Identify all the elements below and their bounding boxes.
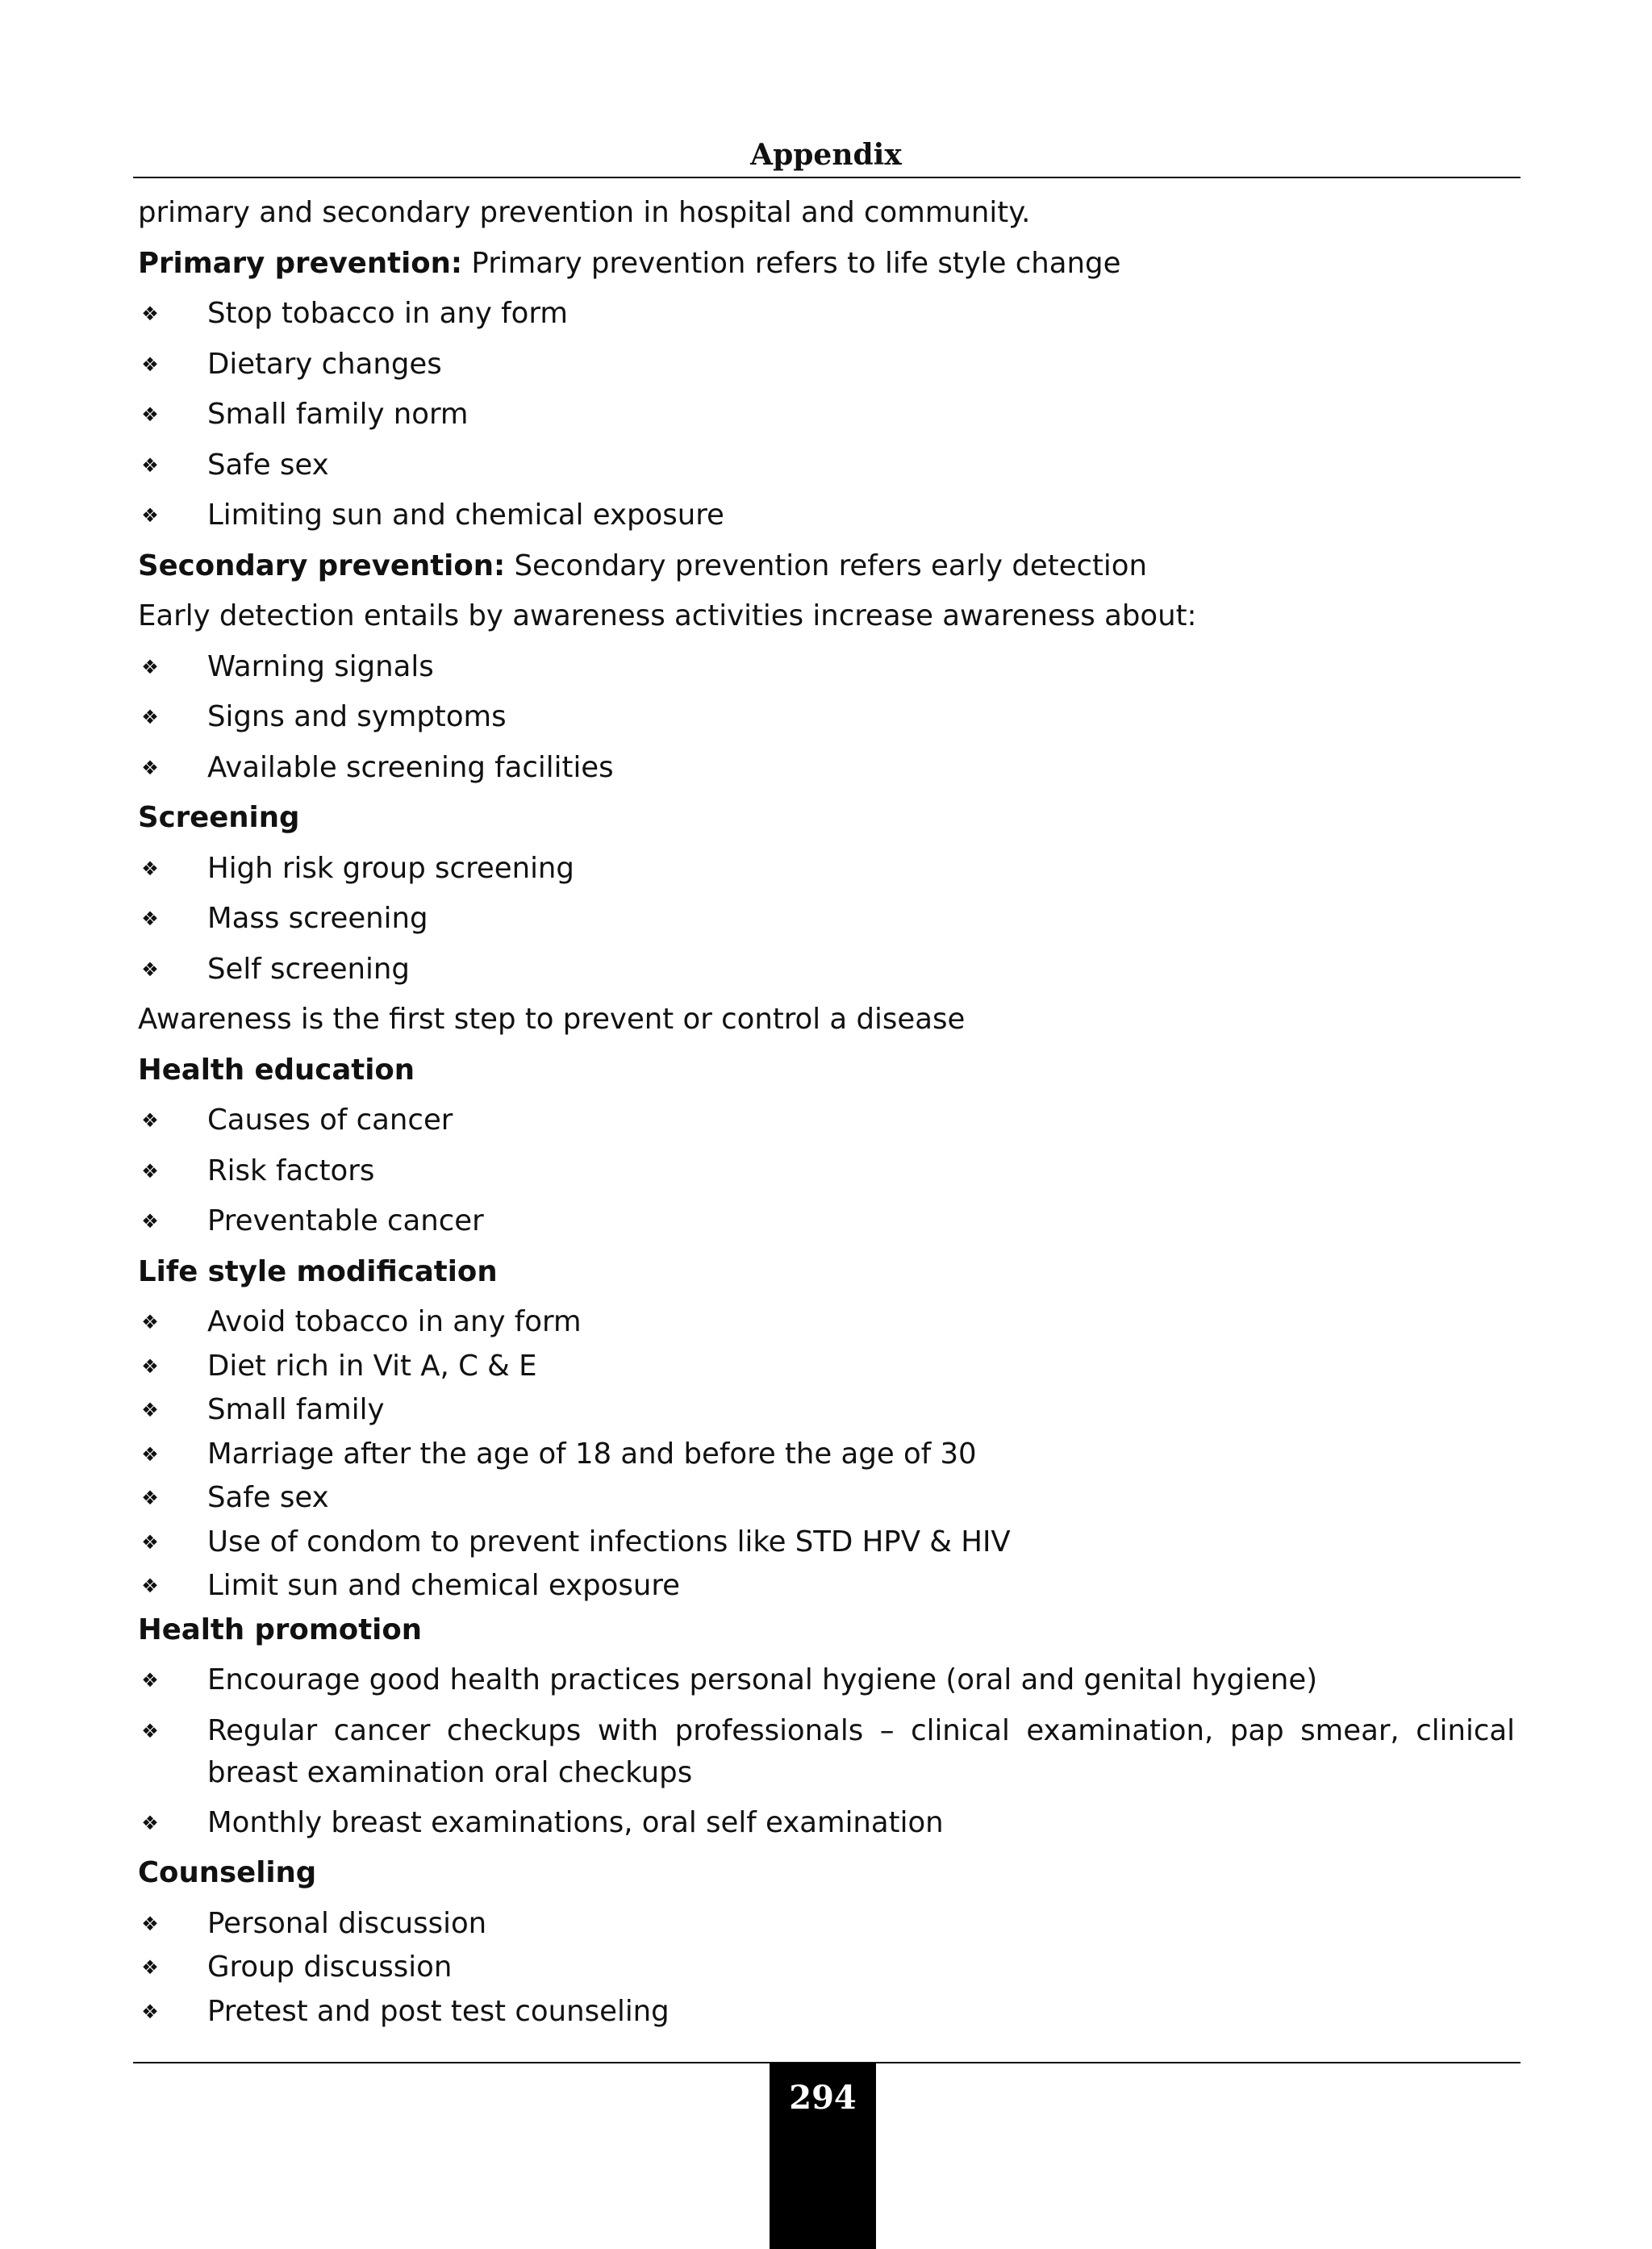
diamond-bullet-icon: ❖: [141, 303, 159, 325]
page-content: [138, 192, 1515, 2034]
list-item-text: Marriage after the age of 18 and before the age of 30: [207, 1437, 977, 1471]
diamond-bullet-icon: ❖: [141, 655, 159, 678]
section-heading: Life style modification: [138, 1254, 498, 1288]
list-item-text: Dietary changes: [207, 347, 442, 381]
header-rule: [133, 177, 1521, 178]
list-item-text: Available screening facilities: [207, 750, 614, 784]
diamond-bullet-icon: ❖: [141, 1442, 159, 1466]
diamond-bullet-icon: ❖: [141, 1109, 159, 1132]
diamond-bullet-icon: ❖: [141, 1399, 159, 1421]
list-item-text: Stop tobacco in any form: [207, 297, 568, 330]
list-item-text: Risk factors: [207, 1154, 375, 1187]
list-item-text: Small family norm: [207, 398, 469, 431]
list-item: [138, 898, 1515, 949]
list-item-text: Diet rich in Vit A, C & E: [207, 1349, 537, 1383]
list-item-text: Mass screening: [207, 902, 428, 935]
list-item-text: Personal discussion: [207, 1906, 487, 1940]
diamond-bullet-icon: ❖: [141, 2000, 159, 2023]
diamond-bullet-icon: ❖: [141, 1719, 159, 1742]
diamond-bullet-icon: ❖: [141, 908, 159, 930]
list-item-text: Group discussion: [207, 1951, 453, 1984]
list-item: [138, 1710, 1515, 1802]
list-item: [138, 1659, 1515, 1710]
diamond-bullet-icon: ❖: [141, 857, 159, 880]
list-item: [138, 1346, 1515, 1390]
paragraph-text: Primary prevention refers to life style change: [462, 246, 1121, 280]
list-item-text: Pretest and post test counseling: [207, 1994, 670, 2028]
list-item: [138, 949, 1515, 999]
list-item: [138, 848, 1515, 899]
list-item: [138, 444, 1515, 495]
list-item: [138, 696, 1515, 747]
diamond-bullet-icon: ❖: [141, 756, 159, 779]
list-item-text: Use of condom to prevent infections like STD HPV & HIV: [207, 1525, 1011, 1558]
list-item: [138, 1301, 1515, 1346]
list-item-text: Warning signals: [207, 649, 434, 683]
paragraph: [138, 243, 1515, 294]
section-heading: Counseling: [138, 1856, 317, 1889]
list-item: [138, 1802, 1515, 1853]
list-item-text: Safe sex: [207, 448, 329, 482]
diamond-bullet-icon: ❖: [141, 1311, 159, 1333]
diamond-bullet-icon: ❖: [141, 1487, 159, 1509]
list-item: [138, 646, 1515, 697]
diamond-bullet-icon: ❖: [141, 1912, 159, 1935]
diamond-bullet-icon: ❖: [141, 1811, 159, 1834]
list-item-text: Self screening: [207, 952, 410, 986]
diamond-bullet-icon: ❖: [141, 1575, 159, 1597]
list-item: [138, 747, 1515, 798]
list-item-text: Encourage good health practices personal hygiene (oral and genital hygiene): [207, 1663, 1318, 1696]
paragraph-text: Secondary prevention refers early detection: [505, 549, 1147, 582]
list-item: [138, 1150, 1515, 1201]
list-item: [138, 394, 1515, 444]
section-heading: Health promotion: [138, 1613, 423, 1646]
section-heading: Screening: [138, 801, 300, 834]
page-number-tab: [770, 2063, 876, 2249]
list-item-text: Signs and symptoms: [207, 700, 507, 733]
paragraph: [138, 545, 1515, 596]
diamond-bullet-icon: ❖: [141, 706, 159, 728]
list-item-text: High risk group screening: [207, 851, 574, 885]
list-item-text: Causes of cancer: [207, 1104, 453, 1137]
diamond-bullet-icon: ❖: [141, 504, 159, 527]
diamond-bullet-icon: ❖: [141, 453, 159, 477]
list-item: [138, 1991, 1515, 2035]
page-number: 294: [789, 2079, 857, 2117]
diamond-bullet-icon: ❖: [141, 403, 159, 426]
list-item-text: Monthly breast examinations, oral self examination: [207, 1805, 944, 1839]
diamond-bullet-icon: ❖: [141, 1530, 159, 1554]
list-item: [138, 1477, 1515, 1521]
paragraph: Awareness is the first step to prevent or control a disease: [138, 1003, 966, 1036]
list-item: [138, 1565, 1515, 1609]
diamond-bullet-icon: ❖: [141, 958, 159, 981]
diamond-bullet-icon: ❖: [141, 1159, 159, 1183]
diamond-bullet-icon: ❖: [141, 1354, 159, 1378]
paragraph: Early detection entails by awareness activities increase awareness about:: [138, 599, 1197, 632]
page-header-title: Appendix: [750, 138, 902, 172]
diamond-bullet-icon: ❖: [141, 1956, 159, 1979]
diamond-bullet-icon: ❖: [141, 353, 159, 376]
list-item-text: Safe sex: [207, 1481, 329, 1514]
list-item: [138, 1521, 1515, 1566]
list-item: [138, 1903, 1515, 1947]
list-item-text: Limiting sun and chemical exposure: [207, 499, 724, 532]
section-heading: Health education: [138, 1053, 415, 1087]
diamond-bullet-icon: ❖: [141, 1669, 159, 1692]
paragraph: primary and secondary prevention in hospital and community.: [138, 196, 1031, 229]
list-item-text: Preventable cancer: [207, 1204, 484, 1237]
list-item: [138, 1946, 1515, 1991]
list-item: [138, 1433, 1515, 1478]
list-item-text: Regular cancer checkups with professionals – clinical examination, pap smear, clinical breast examination oral checkups: [207, 1713, 1515, 1789]
list-item-text: Small family: [207, 1393, 385, 1426]
list-item: [138, 1200, 1515, 1251]
list-item: [138, 344, 1515, 394]
list-item: [138, 293, 1515, 344]
list-item-text: Avoid tobacco in any form: [207, 1305, 582, 1338]
list-item: [138, 494, 1515, 545]
paragraph-label: Primary prevention:: [138, 246, 463, 280]
list-item: [138, 1099, 1515, 1150]
list-item: [138, 1389, 1515, 1433]
diamond-bullet-icon: ❖: [141, 1210, 159, 1233]
list-item-text: Limit sun and chemical exposure: [207, 1569, 680, 1602]
paragraph-label: Secondary prevention:: [138, 549, 506, 582]
